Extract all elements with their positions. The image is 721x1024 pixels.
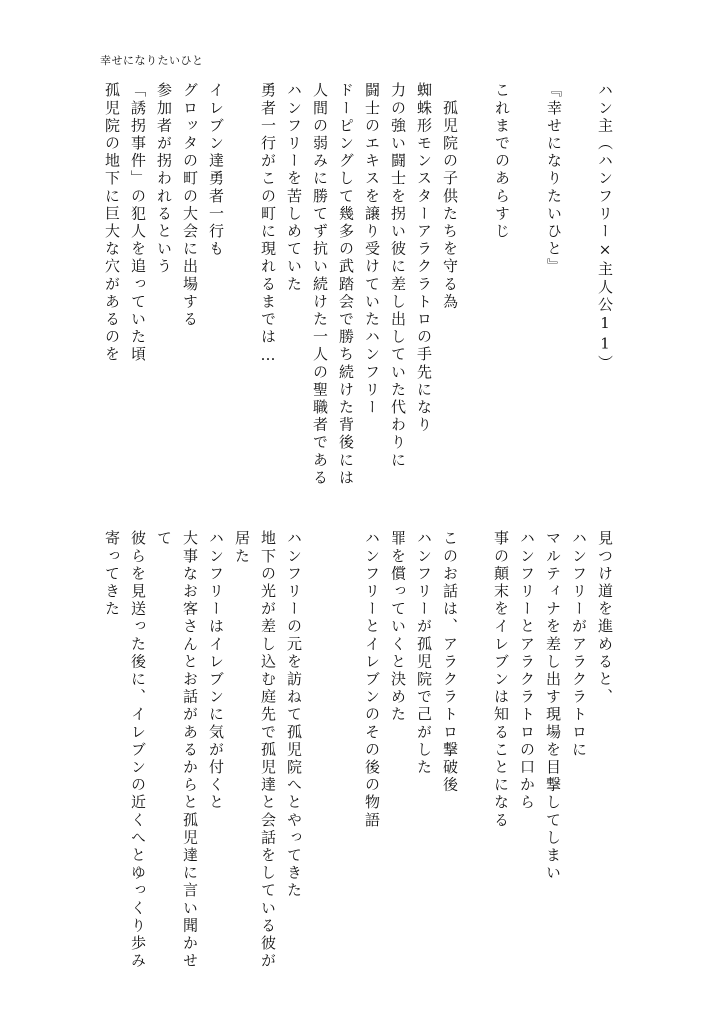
lower-line: 大事なお客さんとお話があるからと孤児達に言い聞かせ [181,530,199,970]
upper-line: 人間の弱みに勝てず抗い続けた一人の聖職者である [311,82,329,487]
upper-line: 勇者一行がこの町に現れるまでは… [259,82,277,367]
upper-line: 孤児院の子供たちを守る為 [441,82,459,311]
lower-line: ハンフリーはイレブンに気が付くと [207,530,225,812]
upper-line: 『幸せになりたいひと』 [545,82,563,276]
upper-line: ハンフリーを苦しめていた [285,82,303,294]
lower-line: 寄ってきた [103,530,121,618]
lower-line: ハンフリーとアラクラトロの口から [518,530,536,812]
upper-line: 闘士のエキスを譲り受けていたハンフリー [363,82,381,417]
upper-line: 参加者が拐われるという [155,82,173,276]
upper-line: ハン主（ハンフリー×主人公11） [596,82,614,373]
lower-line: 地下の光が差し込む庭先で孤児達と会話をしている彼が [259,530,277,970]
upper-line: 蜘蛛形モンスターアラクラトロの手先になり [415,82,433,434]
lower-line: 見つけ道を進めると、 [596,530,614,706]
upper-line: 孤児院の地下に巨大な穴があるのを [103,82,121,364]
lower-line: ハンフリーが孤児院で己がした [415,530,433,777]
upper-line: イレブン達勇者一行も [207,82,225,258]
upper-line: これまでのあらすじ [493,82,511,241]
lower-line: 事の顛末をイレブンは知ることになる [492,530,510,830]
running-title: 幸せになりたいひと [100,54,204,67]
lower-line: マルティナを差し出す現場を目撃してしまい [544,530,562,882]
lower-line: 彼らを見送った後に、イレブンの近くへとゆっくり歩み [129,530,147,970]
lower-line: ハンフリーの元を訪ねて孤児院へとやってきた [285,530,303,900]
upper-line: 力の強い闘士を拐い彼に差し出していた代わりに [389,82,407,470]
upper-line: グロッタの町の大会に出場する [181,82,199,329]
lower-line: ハンフリーがアラクラトロに [570,530,588,759]
lower-line: このお話は、アラクラトロ撃破後 [441,530,459,794]
lower-line: 罪を償っていくと決めた [389,530,407,724]
lower-line: ハンフリーとイレブンのその後の物語 [363,530,381,830]
lower-line: て [155,530,173,548]
upper-line: 「誘拐事件」の犯人を追っていた頃 [129,82,147,364]
upper-line: ドーピングして幾多の武踏会で勝ち続けた背後には [337,82,355,487]
lower-line: 居た [233,530,251,566]
